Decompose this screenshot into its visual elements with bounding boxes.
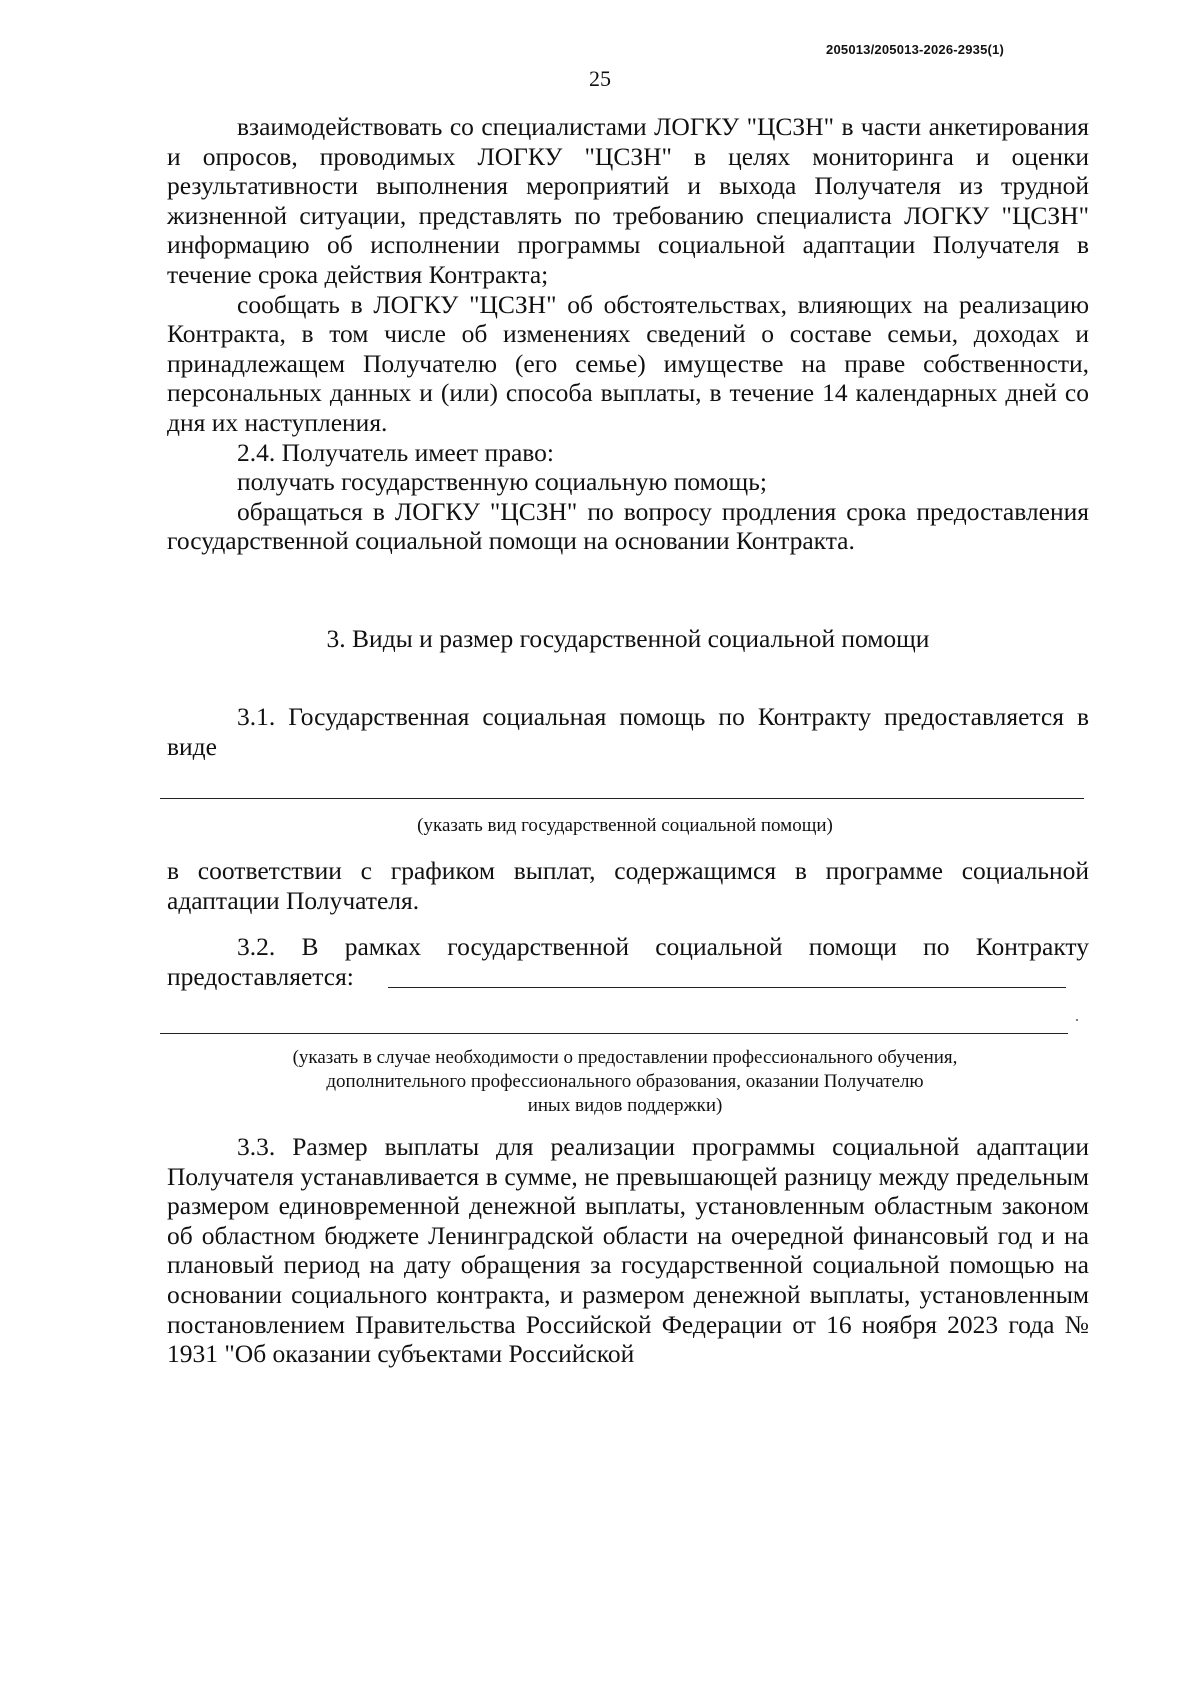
blank-line-aid-type bbox=[160, 798, 1084, 799]
blank-line-provided bbox=[388, 987, 1066, 988]
document-id: 205013/205013-2026-2935(1) bbox=[826, 42, 1004, 57]
caption-line-3: иных видов поддержки) bbox=[527, 1095, 723, 1116]
paragraph-interaction: взаимодействовать со специалистами ЛОГКУ "ЦСЗН" в части анкетирования и опросов, проводимых ЛОГКУ "ЦСЗН" в целях мониторинга и оценки результативности выполнения мероприятий и выхода Получателя из трудной жизненной ситуации, представлять по требованию специалиста ЛОГКУ "ЦСЗН" информацию об исполнении программы социальной адаптации Получателя в течение срока действия Контракта; bbox=[167, 112, 1089, 289]
clause-3-1-block bbox=[167, 702, 1089, 761]
scan-mark bbox=[1076, 1019, 1078, 1021]
clause-3-2-block bbox=[167, 932, 1089, 991]
paragraph-report: сообщать в ЛОГКУ "ЦСЗН" об обстоятельствах, влияющих на реализацию Контракта, в том числе об изменениях сведений о составе семьи, доходах и принадлежащем Получателю (его семье) имуществе на праве собственности, персональных данных и (или) способа выплаты, в течение 14 календарных дней со дня их наступления. bbox=[167, 289, 1089, 437]
caption-aid-type: (указать вид государственной социальной помощи) bbox=[417, 815, 833, 836]
clause-3-1: 3.1. Государственная социальная помощь по Контракту предоставляется в виде bbox=[167, 702, 1089, 761]
section-3-heading-block bbox=[167, 624, 1089, 654]
page-number: 25 bbox=[589, 66, 611, 91]
section-3-heading: 3. Виды и размер государственной социальной помощи bbox=[326, 624, 930, 653]
clause-3-1-continuation-block bbox=[167, 856, 1089, 915]
clause-3-3: 3.3. Размер выплаты для реализации программы социальной адаптации Получателя устанавливается в сумме, не превышающей разницу между предельным размером единовременной денежной выплаты, установленным областным законом об областном бюджете Ленинградской области на очередной финансовый год и на плановый период на дату обращения за государственной социальной помощью на основании социального контракта, и размером денежной выплаты, установленным постановлением Правительства Российской Федерации от 16 ноября 2023 года № 1931 "Об оказании субъектами Российской bbox=[167, 1132, 1089, 1369]
clause-3-2: 3.2. В рамках государственной социальной помощи по Контракту предоставляется: bbox=[167, 932, 1089, 991]
caption-line-2: дополнительного профессионального образования, оказании Получателю bbox=[326, 1071, 924, 1092]
section-2-continuation bbox=[167, 112, 1089, 556]
clause-3-3-block bbox=[167, 1132, 1089, 1369]
paragraph-receive-aid: получать государственную социальную помощь; bbox=[237, 467, 767, 497]
clause-3-1-continuation: в соответствии с графиком выплат, содержащимся в программе социальной адаптации Получателя. bbox=[167, 856, 1089, 915]
clause-2-4: 2.4. Получатель имеет право: bbox=[237, 437, 554, 467]
caption-additional-support bbox=[160, 1046, 1090, 1118]
caption-line-1: (указать в случае необходимости о предоставлении профессионального обучения, bbox=[292, 1047, 958, 1068]
paragraph-apply-extension: обращаться в ЛОГКУ "ЦСЗН" по вопросу продления срока предоставления государственной социальной помощи на основании Контракта. bbox=[167, 496, 1089, 556]
blank-line-additional-support bbox=[160, 1033, 1068, 1034]
